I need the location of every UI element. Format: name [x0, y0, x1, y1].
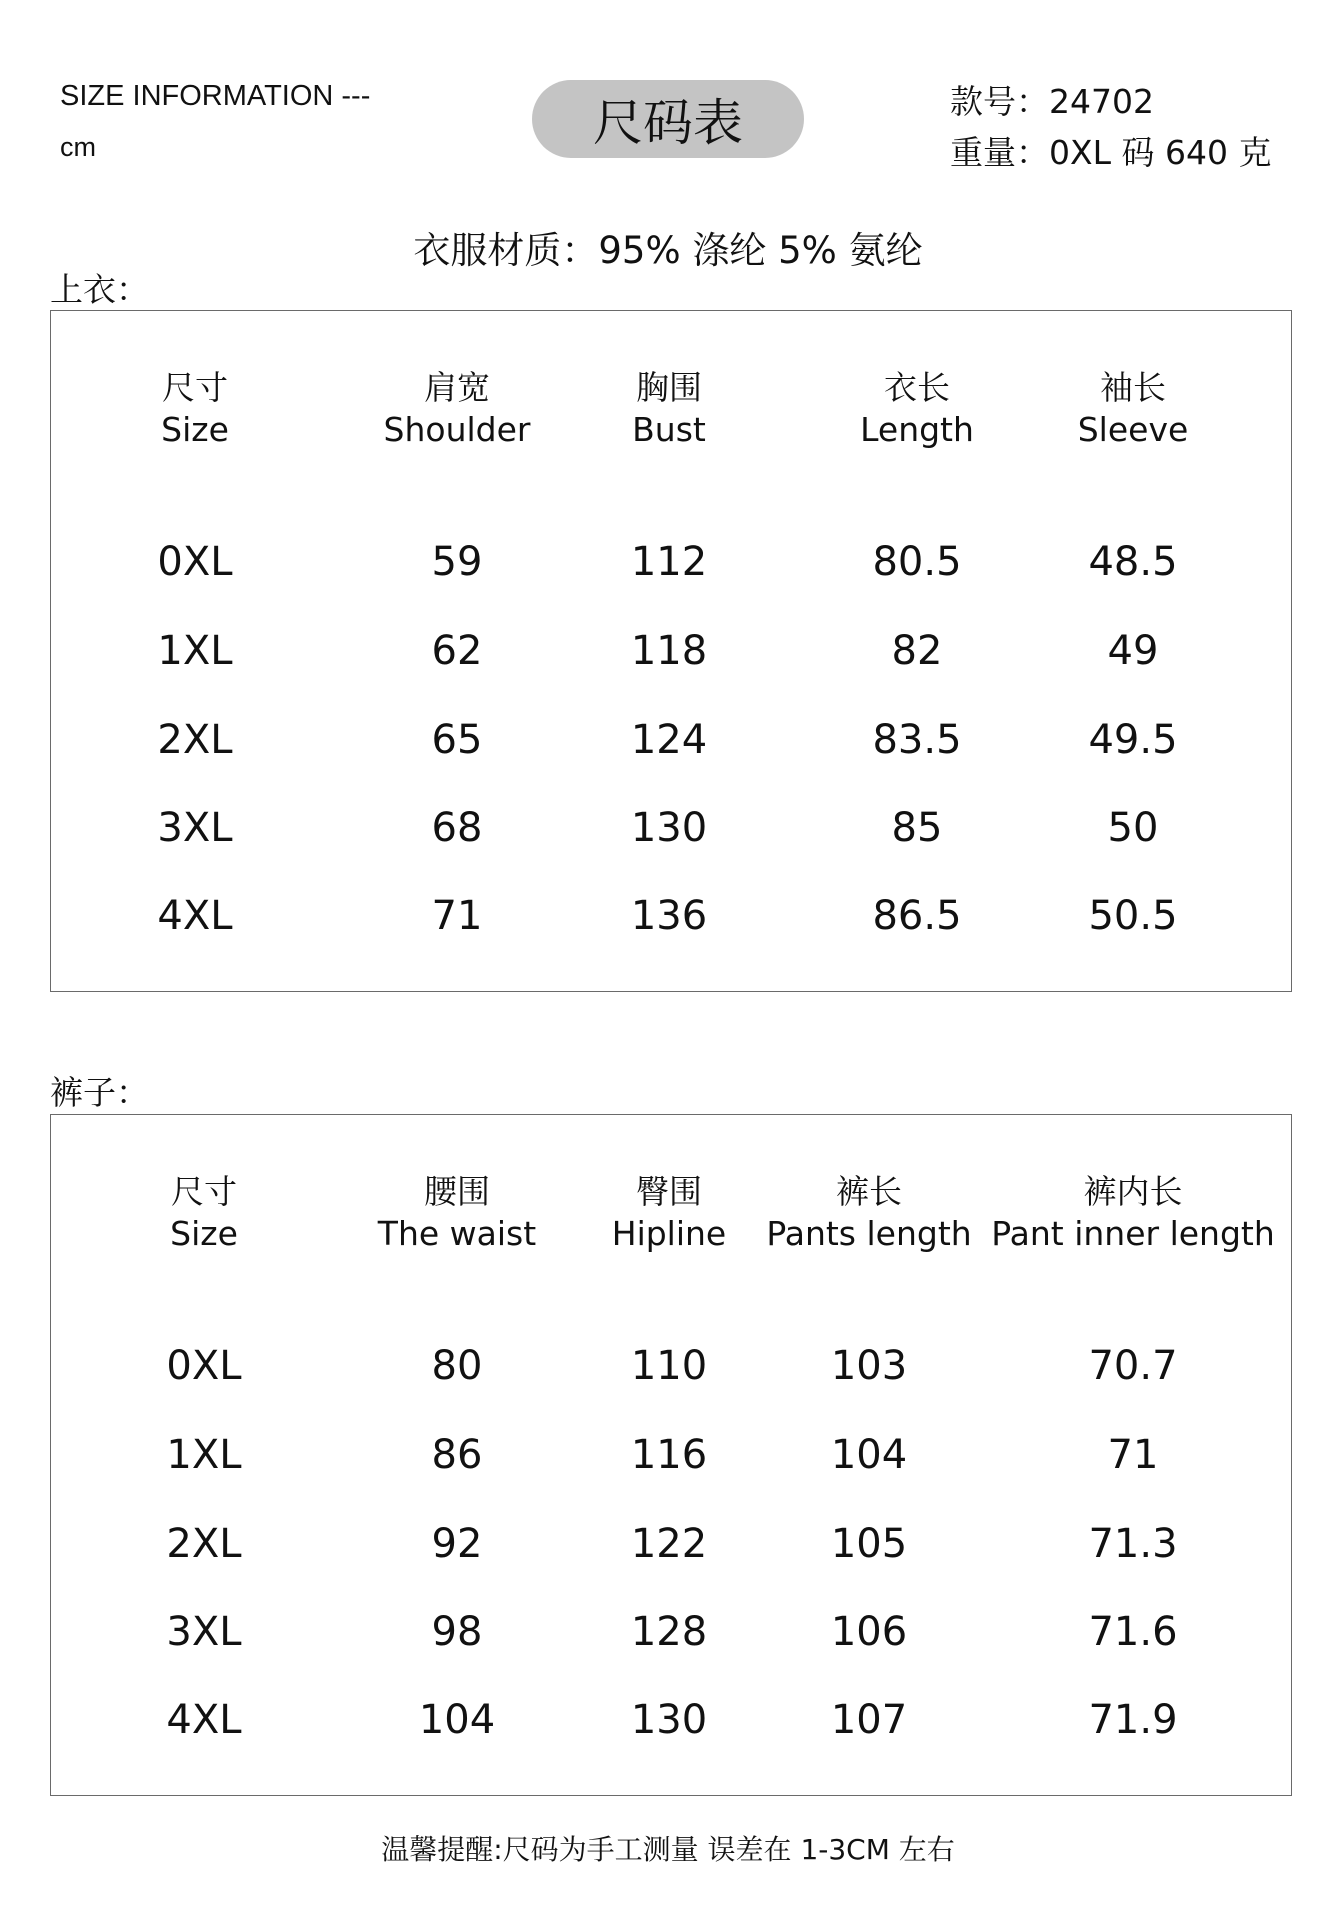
top-cell-r2-c3: 83.5 [872, 717, 962, 763]
top-cell-r1-c4: 49 [1107, 628, 1159, 674]
pants-cell-r3-c3: 106 [830, 1609, 908, 1655]
pants-cell-r1-c2: 116 [630, 1432, 708, 1478]
top-cell-r4-c1: 71 [431, 893, 483, 939]
top-header-4 [1078, 367, 1189, 451]
pants-cell-r4-c3: 107 [830, 1697, 908, 1743]
top-cell-r2-c4: 49.5 [1088, 717, 1178, 763]
top-header-2 [632, 367, 706, 451]
pants-cell-r3-c1: 98 [431, 1609, 483, 1655]
pants-cell-r3-c0: 3XL [166, 1609, 242, 1655]
weight-info: 重量：0XL 码 640 克 [950, 133, 1272, 172]
top-cell-r0-c2: 112 [630, 539, 708, 585]
top-section-label: 上衣： [50, 270, 149, 309]
top-cell-r1-c1: 62 [431, 628, 483, 674]
top-cell-r0-c4: 48.5 [1088, 539, 1178, 585]
top-cell-r3-c0: 3XL [157, 805, 233, 851]
top-cell-r4-c0: 4XL [157, 893, 233, 939]
top-cell-r4-c2: 136 [630, 893, 708, 939]
pants-header-en: Hipline [611, 1214, 727, 1253]
pants-header-3 [766, 1171, 971, 1255]
material-info: 衣服材质：95% 涤纶 5% 氨纶 [413, 229, 923, 272]
pants-cell-r1-c3: 104 [830, 1432, 908, 1478]
pants-cell-r1-c4: 71 [1107, 1432, 1159, 1478]
top-cell-r0-c3: 80.5 [872, 539, 962, 585]
top-cell-r3-c2: 130 [630, 805, 708, 851]
top-header-cn: 袖长 [1100, 368, 1166, 407]
pants-header-cn: 尺寸 [171, 1172, 237, 1211]
pants-header-4 [991, 1171, 1275, 1255]
top-cell-r0-c0: 0XL [157, 539, 233, 585]
pants-cell-r2-c4: 71.3 [1088, 1521, 1178, 1567]
top-cell-r3-c1: 68 [431, 805, 483, 851]
pants-cell-r1-c1: 86 [431, 1432, 483, 1478]
pants-cell-r3-c4: 71.6 [1088, 1609, 1178, 1655]
pants-cell-r0-c0: 0XL [166, 1343, 242, 1389]
pants-cell-r2-c1: 92 [431, 1521, 483, 1567]
top-cell-r2-c1: 65 [431, 717, 483, 763]
pants-section-label: 裤子： [50, 1073, 149, 1112]
top-header-cn: 尺寸 [162, 368, 228, 407]
top-cell-r1-c0: 1XL [157, 628, 233, 674]
pants-cell-r1-c0: 1XL [166, 1432, 242, 1478]
pants-cell-r4-c4: 71.9 [1088, 1697, 1178, 1743]
pants-header-en: Pant inner length [991, 1214, 1275, 1253]
pants-cell-r0-c2: 110 [630, 1343, 708, 1389]
pants-cell-r4-c1: 104 [418, 1697, 496, 1743]
top-header-en: Length [860, 410, 974, 449]
top-cell-r3-c4: 50 [1107, 805, 1159, 851]
pants-header-en: Size [170, 1214, 238, 1253]
pants-cell-r2-c0: 2XL [166, 1521, 242, 1567]
pants-size-table [50, 1114, 1292, 1796]
pants-header-cn: 裤长 [836, 1172, 902, 1211]
top-size-table [50, 310, 1292, 992]
size-information-label: SIZE INFORMATION --- [60, 80, 371, 112]
top-cell-r4-c3: 86.5 [872, 893, 962, 939]
top-header-en: Sleeve [1077, 410, 1189, 449]
page-title: 尺码表 [532, 80, 804, 158]
pants-cell-r4-c2: 130 [630, 1697, 708, 1743]
top-header-cn: 肩宽 [423, 368, 490, 407]
pants-cell-r0-c4: 70.7 [1088, 1343, 1178, 1389]
top-cell-r3-c3: 85 [891, 805, 943, 851]
unit-label: cm [60, 132, 96, 162]
pants-cell-r2-c3: 105 [830, 1521, 908, 1567]
top-header-en: Bust [632, 410, 706, 449]
style-number: 款号：24702 [950, 82, 1154, 121]
top-header-3 [860, 367, 974, 451]
top-cell-r2-c2: 124 [630, 717, 708, 763]
pants-header-en: Pants length [766, 1214, 972, 1253]
pants-header-cn: 裤内长 [1083, 1172, 1183, 1211]
pants-header-0 [170, 1171, 238, 1255]
pants-header-cn: 臀围 [636, 1172, 702, 1211]
pants-header-en: The waist [377, 1214, 537, 1253]
pants-header-cn: 腰围 [423, 1172, 490, 1211]
top-cell-r1-c2: 118 [630, 628, 708, 674]
pants-cell-r3-c2: 128 [630, 1609, 708, 1655]
top-header-cn: 衣长 [883, 368, 950, 407]
pants-header-1 [378, 1171, 536, 1255]
measurement-note: 温馨提醒:尺码为手工测量 误差在 1-3CM 左右 [381, 1833, 955, 1866]
top-cell-r0-c1: 59 [431, 539, 483, 585]
top-cell-r2-c0: 2XL [157, 717, 233, 763]
top-header-en: Shoulder [383, 410, 531, 449]
pants-cell-r0-c3: 103 [830, 1343, 908, 1389]
top-cell-r1-c3: 82 [891, 628, 943, 674]
top-header-cn: 胸围 [636, 368, 702, 407]
pants-cell-r0-c1: 80 [431, 1343, 483, 1389]
pants-header-2 [612, 1171, 727, 1255]
top-header-0 [161, 367, 229, 451]
pants-cell-r4-c0: 4XL [166, 1697, 242, 1743]
top-header-1 [384, 367, 531, 451]
top-cell-r4-c4: 50.5 [1088, 893, 1178, 939]
pants-cell-r2-c2: 122 [630, 1521, 708, 1567]
top-header-en: Size [161, 410, 229, 449]
